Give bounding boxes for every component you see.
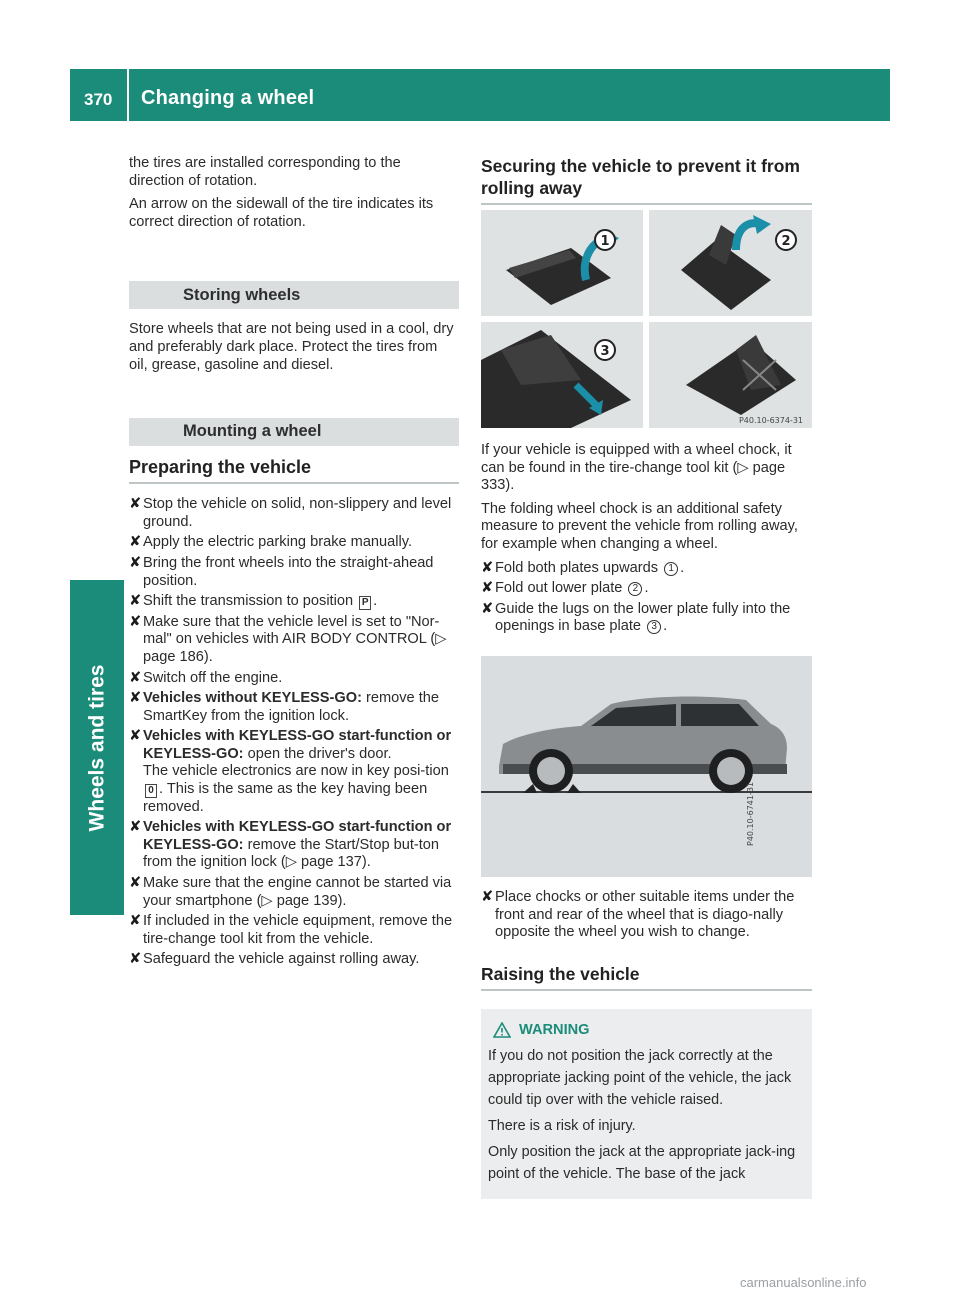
- warning-title: [488, 1019, 804, 1041]
- step-text: Safeguard the vehicle against rolling away.: [143, 951, 420, 968]
- right-column-lower: [481, 889, 812, 1199]
- section-storing-wheels: Storing wheels: [129, 281, 459, 309]
- step-text: Fold both plates upwards: [495, 559, 659, 576]
- callout-ref-1: 1: [664, 562, 678, 576]
- step-bold-text: Vehicles with KEYLESS-GO start-function or KEYLESS-GO:: [143, 728, 452, 762]
- chock-paragraph-1: If your vehicle is equipped with a wheel chock, it can be found in the tire-change tool kit (▷ page 333).: [481, 442, 792, 494]
- car-steps-list: [481, 889, 812, 942]
- step-text: open the driver's door.: [243, 745, 392, 762]
- step-text: Stop the vehicle on solid, non-slippery and level ground.: [143, 496, 452, 530]
- page-number: 370: [84, 90, 113, 109]
- car-figure-code: P40.10-6741-31: [746, 781, 755, 846]
- right-column-middle: [481, 442, 812, 639]
- storing-text: Store wheels that are not being used in a cool, dry and preferably dark place. Protect the tires from oil, grease, gasoline and diesel.: [129, 321, 454, 373]
- key-position-symbol: 0: [145, 784, 157, 798]
- warning-paragraph-3: Only position the jack at the appropriate jack-ing point of the vehicle. The base of the jack: [488, 1143, 796, 1182]
- list-item: [129, 951, 459, 969]
- step-text: Make sure that the vehicle level is set to "Nor-mal" on vehicles with AIR BODY CONTROL (▷ page 186).: [143, 613, 447, 665]
- car-chock-figure: [481, 656, 812, 877]
- step-text: Switch off the engine.: [143, 669, 283, 686]
- step-arrow-icon: ✘: [129, 593, 142, 610]
- park-position-symbol: P: [359, 596, 371, 610]
- step-text: remove the Start/Stop but-ton from the ignition lock (▷ page 137).: [143, 836, 440, 871]
- wheel-chock-figure: [481, 210, 812, 428]
- list-item: [129, 728, 459, 816]
- header-separator: [127, 69, 129, 121]
- list-item: ✘ Fold both plates upwards 1 .: [481, 559, 685, 576]
- preparing-steps-list: [129, 496, 459, 969]
- step-arrow-icon: ✘: [129, 669, 142, 686]
- step-text: The vehicle electronics are now in key posi-tion: [143, 763, 449, 780]
- car-side-illustration: [481, 656, 812, 877]
- page-title: Changing a wheel: [141, 87, 315, 109]
- callout-ref-2: 2: [628, 582, 642, 596]
- chock-steps-list: [481, 560, 812, 636]
- chapter-side-label-wrap: [70, 580, 124, 915]
- list-item: [129, 614, 459, 667]
- list-item: [129, 670, 459, 688]
- step-bold-text: Vehicles with KEYLESS-GO start-function or KEYLESS-GO:: [143, 819, 452, 853]
- list-item: [129, 496, 459, 531]
- chock-paragraph-2: The folding wheel chock is an additional safety measure to prevent the vehicle from rolling away, for example when changing a wheel.: [481, 500, 798, 552]
- wheel-chock-illustration: [481, 210, 812, 428]
- step-arrow-icon: ✘: [129, 875, 142, 892]
- list-item: ✘ Shift the transmission to position P .: [129, 593, 378, 610]
- subhead-raising-vehicle: Raising the vehicle: [481, 963, 812, 991]
- list-item: [129, 555, 459, 590]
- list-item: [129, 690, 459, 725]
- section-mounting-wheel: Mounting a wheel: [129, 418, 459, 446]
- list-item: ✘ Fold out lower plate 2 .: [481, 580, 649, 597]
- intro-paragraph-1: the tires are installed corresponding to the direction of rotation.: [129, 155, 401, 189]
- step-arrow-icon: ✘: [129, 819, 142, 836]
- list-item: [129, 875, 459, 910]
- chock-figure-code: P40.10-6374-31: [738, 416, 803, 425]
- callout-ref-3: 3: [647, 620, 661, 634]
- step-text: Place chocks or other suitable items under the front and rear of the wheel that is diago-nally opposite the wheel you wish to change.: [495, 889, 795, 941]
- step-text: . This is the same as the key having been removed.: [143, 781, 428, 815]
- step-text: Shift the transmission to position: [143, 593, 354, 610]
- step-arrow-icon: ✘: [481, 889, 494, 905]
- step-arrow-icon: ✘: [481, 559, 494, 576]
- step-text: If included in the vehicle equipment, remove the tire-change tool kit from the vehicle.: [143, 913, 453, 947]
- step-arrow-icon: ✘: [129, 496, 142, 513]
- step-arrow-icon: ✘: [129, 728, 142, 745]
- chapter-side-label: Wheels and tires: [85, 664, 109, 831]
- subhead-securing-vehicle: Securing the vehicle to prevent it from rolling away: [481, 155, 812, 205]
- warning-paragraph-2: There is a risk of injury.: [488, 1117, 636, 1134]
- warning-triangle-icon: [493, 1022, 511, 1038]
- right-column-top: [481, 155, 812, 217]
- step-text: Guide the lugs on the lower plate fully into the openings in base plate: [495, 600, 791, 635]
- list-item: [129, 534, 459, 552]
- step-text: Fold out lower plate: [495, 580, 623, 597]
- callout-2: 2: [781, 234, 791, 249]
- step-text: remove the SmartKey from the ignition lock.: [143, 690, 440, 724]
- list-item: ✘ Guide the lugs on the lower plate fully into the openings in base plate 3 .: [481, 600, 791, 635]
- list-item: [481, 889, 812, 942]
- step-arrow-icon: ✘: [129, 613, 142, 630]
- callout-1: 1: [600, 234, 610, 249]
- step-arrow-icon: ✘: [129, 913, 142, 930]
- step-arrow-icon: ✘: [129, 554, 142, 571]
- step-arrow-icon: ✘: [129, 534, 142, 551]
- warning-box: [481, 1009, 812, 1199]
- footer-watermark[interactable]: carmanualsonline.info: [740, 1275, 867, 1290]
- step-text: Make sure that the engine cannot be started via your smartphone (▷ page 139).: [143, 875, 452, 909]
- subhead-preparing-vehicle: Preparing the vehicle: [129, 456, 459, 484]
- step-arrow-icon: ✘: [481, 600, 494, 617]
- step-text: Apply the electric parking brake manually.: [143, 534, 413, 551]
- list-item: [129, 819, 459, 872]
- left-column: [129, 155, 459, 972]
- callout-3: 3: [600, 344, 610, 359]
- step-bold-text: Vehicles without KEYLESS-GO:: [143, 690, 362, 707]
- list-item: [129, 913, 459, 948]
- warning-paragraph-1: If you do not position the jack correctly at the appropriate jacking point of the vehicle, the jack could tip over with the vehicle raised.: [488, 1047, 792, 1108]
- step-text: Bring the front wheels into the straight-ahead position.: [143, 554, 434, 589]
- step-arrow-icon: ✘: [129, 690, 142, 707]
- step-arrow-icon: ✘: [481, 580, 494, 597]
- intro-paragraph-2: An arrow on the sidewall of the tire indicates its correct direction of rotation.: [129, 196, 434, 230]
- warning-label: WARNING: [519, 1021, 590, 1038]
- step-arrow-icon: ✘: [129, 951, 142, 968]
